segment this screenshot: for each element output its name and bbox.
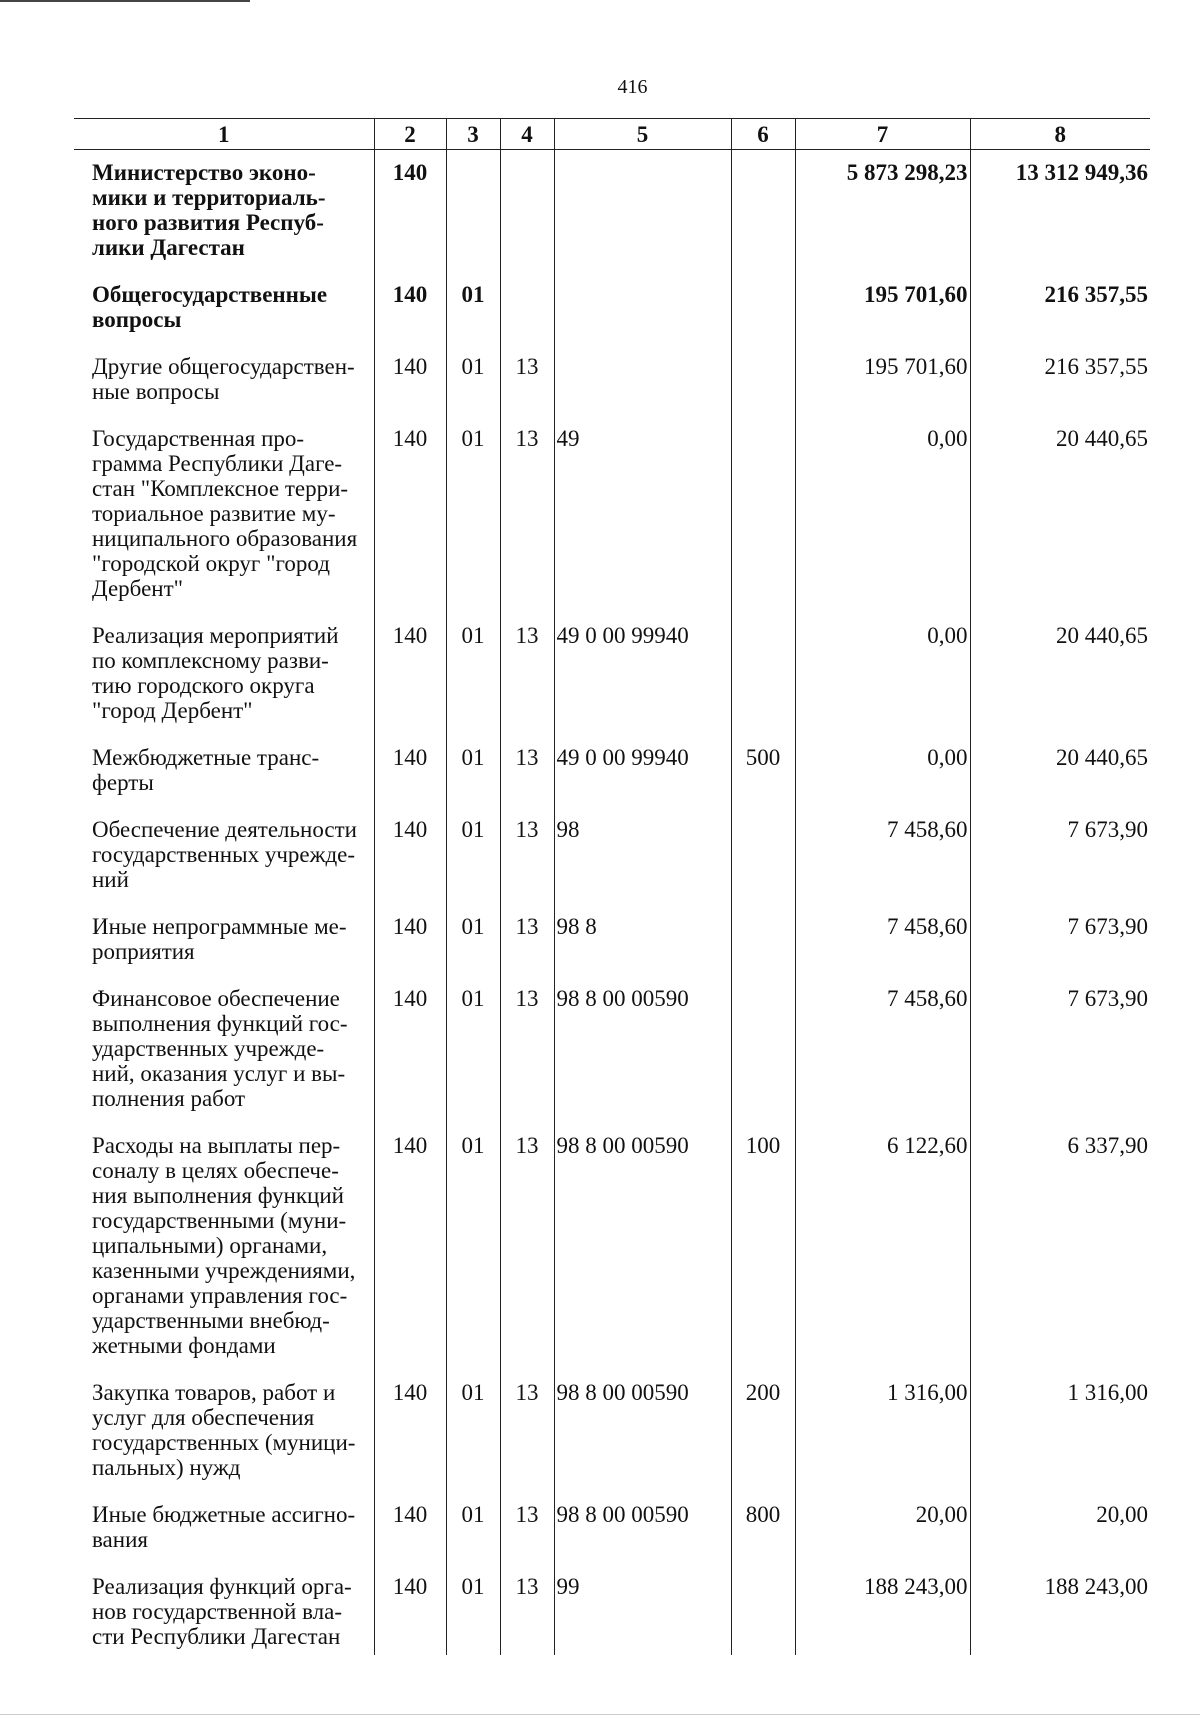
table-row <box>74 272 1150 344</box>
row-amount-1-cell: 7 458,60 <box>795 807 970 904</box>
row-expense-type-cell <box>731 344 795 416</box>
row-subsection-code-cell: 13 <box>500 904 554 976</box>
table-row <box>74 150 1150 273</box>
row-amount-1-cell: 7 458,60 <box>795 976 970 1123</box>
row-amount-2-cell: 20 440,65 <box>970 613 1150 735</box>
row-gr-code-cell: 140 <box>374 613 446 735</box>
row-gr-code-cell: 140 <box>374 416 446 613</box>
row-amount-1-cell: 0,00 <box>795 735 970 807</box>
row-amount-1-cell: 6 122,60 <box>795 1123 970 1370</box>
row-expense-type-cell: 800 <box>731 1492 795 1564</box>
row-target-article-cell: 98 8 00 00590 <box>554 1123 731 1370</box>
row-name-cell: Иные непрограммные ме- роприятия <box>92 914 347 964</box>
row-name-cell: Другие общегосударствен- ные вопросы <box>92 354 355 404</box>
row-subsection-code-cell: 13 <box>500 344 554 416</box>
row-section-code-cell: 01 <box>446 807 500 904</box>
budget-table <box>74 118 1150 1655</box>
row-subsection-code-cell <box>500 272 554 344</box>
row-amount-2-cell: 216 357,55 <box>970 272 1150 344</box>
row-gr-code-cell: 140 <box>374 1564 446 1655</box>
row-gr-code-cell: 140 <box>374 904 446 976</box>
row-gr-code-cell: 140 <box>374 807 446 904</box>
table-row <box>74 735 1150 807</box>
row-name-cell: Реализация мероприятий по комплексному разви- тию городского округа "город Дербент" <box>92 623 339 723</box>
row-section-code-cell <box>446 150 500 273</box>
row-target-article-cell: 99 <box>554 1564 731 1655</box>
row-expense-type-cell <box>731 904 795 976</box>
row-expense-type-cell: 500 <box>731 735 795 807</box>
row-expense-type-cell <box>731 613 795 735</box>
row-name-cell: Обеспечение деятельности государственных учрежде- ний <box>92 817 357 892</box>
table-row <box>74 613 1150 735</box>
row-target-article-cell: 98 8 00 00590 <box>554 976 731 1123</box>
row-amount-2-cell: 7 673,90 <box>970 904 1150 976</box>
row-amount-1-cell: 188 243,00 <box>795 1564 970 1655</box>
row-amount-1-cell: 7 458,60 <box>795 904 970 976</box>
row-target-article-cell: 98 8 00 00590 <box>554 1370 731 1492</box>
table-header-row <box>74 119 1150 150</box>
row-amount-1-cell: 1 316,00 <box>795 1370 970 1492</box>
row-gr-code-cell: 140 <box>374 735 446 807</box>
row-gr-code-cell: 140 <box>374 1492 446 1564</box>
row-section-code-cell: 01 <box>446 735 500 807</box>
row-amount-2-cell: 20 440,65 <box>970 416 1150 613</box>
row-section-code-cell: 01 <box>446 976 500 1123</box>
row-target-article-cell <box>554 344 731 416</box>
top-scan-rule <box>0 0 250 2</box>
column-header: 5 <box>554 119 731 150</box>
column-header: 8 <box>970 119 1150 150</box>
row-target-article-cell <box>554 272 731 344</box>
table-row <box>74 807 1150 904</box>
row-target-article-cell: 98 8 <box>554 904 731 976</box>
row-gr-code-cell: 140 <box>374 1123 446 1370</box>
row-target-article-cell: 49 0 00 99940 <box>554 735 731 807</box>
row-expense-type-cell <box>731 807 795 904</box>
row-amount-2-cell: 20 440,65 <box>970 735 1150 807</box>
row-target-article-cell: 49 <box>554 416 731 613</box>
row-subsection-code-cell: 13 <box>500 416 554 613</box>
row-amount-1-cell: 5 873 298,23 <box>795 150 970 273</box>
row-target-article-cell: 49 0 00 99940 <box>554 613 731 735</box>
row-expense-type-cell <box>731 1564 795 1655</box>
row-name-cell: Государственная про- грамма Республики Даге- стан "Комплексное терри- ториальное развитие му- ниципального образования "городской округ "город Дербент" <box>92 426 358 601</box>
row-section-code-cell: 01 <box>446 1123 500 1370</box>
row-expense-type-cell: 200 <box>731 1370 795 1492</box>
row-subsection-code-cell <box>500 150 554 273</box>
row-subsection-code-cell: 13 <box>500 807 554 904</box>
row-amount-2-cell: 7 673,90 <box>970 807 1150 904</box>
row-expense-type-cell <box>731 272 795 344</box>
column-header: 3 <box>446 119 500 150</box>
row-subsection-code-cell: 13 <box>500 976 554 1123</box>
row-target-article-cell: 98 8 00 00590 <box>554 1492 731 1564</box>
row-amount-1-cell: 195 701,60 <box>795 272 970 344</box>
row-name-cell: Межбюджетные транс- ферты <box>92 745 320 795</box>
row-gr-code-cell: 140 <box>374 150 446 273</box>
row-amount-2-cell: 188 243,00 <box>970 1564 1150 1655</box>
row-section-code-cell: 01 <box>446 904 500 976</box>
row-gr-code-cell: 140 <box>374 976 446 1123</box>
column-header: 4 <box>500 119 554 150</box>
table-row <box>74 416 1150 613</box>
table-body <box>74 150 1150 1656</box>
row-amount-2-cell: 216 357,55 <box>970 344 1150 416</box>
table-row <box>74 1492 1150 1564</box>
row-expense-type-cell <box>731 150 795 273</box>
row-amount-2-cell: 20,00 <box>970 1492 1150 1564</box>
row-expense-type-cell <box>731 416 795 613</box>
table-row <box>74 904 1150 976</box>
row-amount-1-cell: 0,00 <box>795 416 970 613</box>
row-section-code-cell: 01 <box>446 416 500 613</box>
row-name-cell: Закупка товаров, работ и услуг для обеспечения государственных (муници- пальных) нужд <box>92 1380 356 1480</box>
row-gr-code-cell: 140 <box>374 1370 446 1492</box>
row-section-code-cell: 01 <box>446 344 500 416</box>
table-row <box>74 344 1150 416</box>
row-expense-type-cell: 100 <box>731 1123 795 1370</box>
table-row <box>74 1564 1150 1655</box>
row-section-code-cell: 01 <box>446 1370 500 1492</box>
row-amount-2-cell: 6 337,90 <box>970 1123 1150 1370</box>
table-row <box>74 1370 1150 1492</box>
row-subsection-code-cell: 13 <box>500 1564 554 1655</box>
row-name-cell: Реализация функций орга- нов государственной вла- сти Республики Дагестан <box>92 1574 352 1649</box>
row-name-cell: Министерство эконо- мики и территориаль- ного развития Респуб- лики Дагестан <box>92 160 326 260</box>
row-subsection-code-cell: 13 <box>500 613 554 735</box>
row-section-code-cell: 01 <box>446 613 500 735</box>
row-section-code-cell: 01 <box>446 1564 500 1655</box>
row-target-article-cell <box>554 150 731 273</box>
row-name-cell: Иные бюджетные ассигно- вания <box>92 1502 356 1552</box>
page-number: 416 <box>617 76 648 98</box>
row-amount-2-cell: 7 673,90 <box>970 976 1150 1123</box>
row-subsection-code-cell: 13 <box>500 1123 554 1370</box>
row-name-cell: Финансовое обеспечение выполнения функций гос- ударственных учрежде- ний, оказания услуг и вы- полнения работ <box>92 986 348 1111</box>
column-header: 2 <box>374 119 446 150</box>
table-row <box>74 1123 1150 1370</box>
row-subsection-code-cell: 13 <box>500 1492 554 1564</box>
row-amount-2-cell: 1 316,00 <box>970 1370 1150 1492</box>
row-section-code-cell: 01 <box>446 272 500 344</box>
row-amount-1-cell: 20,00 <box>795 1492 970 1564</box>
row-expense-type-cell <box>731 976 795 1123</box>
row-target-article-cell: 98 <box>554 807 731 904</box>
row-amount-1-cell: 0,00 <box>795 613 970 735</box>
row-name-cell: Общегосударственные вопросы <box>92 282 328 332</box>
row-subsection-code-cell: 13 <box>500 735 554 807</box>
column-header: 6 <box>731 119 795 150</box>
row-gr-code-cell: 140 <box>374 272 446 344</box>
column-header: 7 <box>795 119 970 150</box>
row-amount-1-cell: 195 701,60 <box>795 344 970 416</box>
row-name-cell: Расходы на выплаты пер- соналу в целях обеспече- ния выполнения функций государственными (муни- ципальными) органами, казенными учреждениями, органами управления гос- ударственными внебюд- жетными фондами <box>92 1133 356 1358</box>
row-section-code-cell: 01 <box>446 1492 500 1564</box>
row-amount-2-cell: 13 312 949,36 <box>970 150 1150 273</box>
row-subsection-code-cell: 13 <box>500 1370 554 1492</box>
column-header: 1 <box>74 119 374 150</box>
row-gr-code-cell: 140 <box>374 344 446 416</box>
table-row <box>74 976 1150 1123</box>
